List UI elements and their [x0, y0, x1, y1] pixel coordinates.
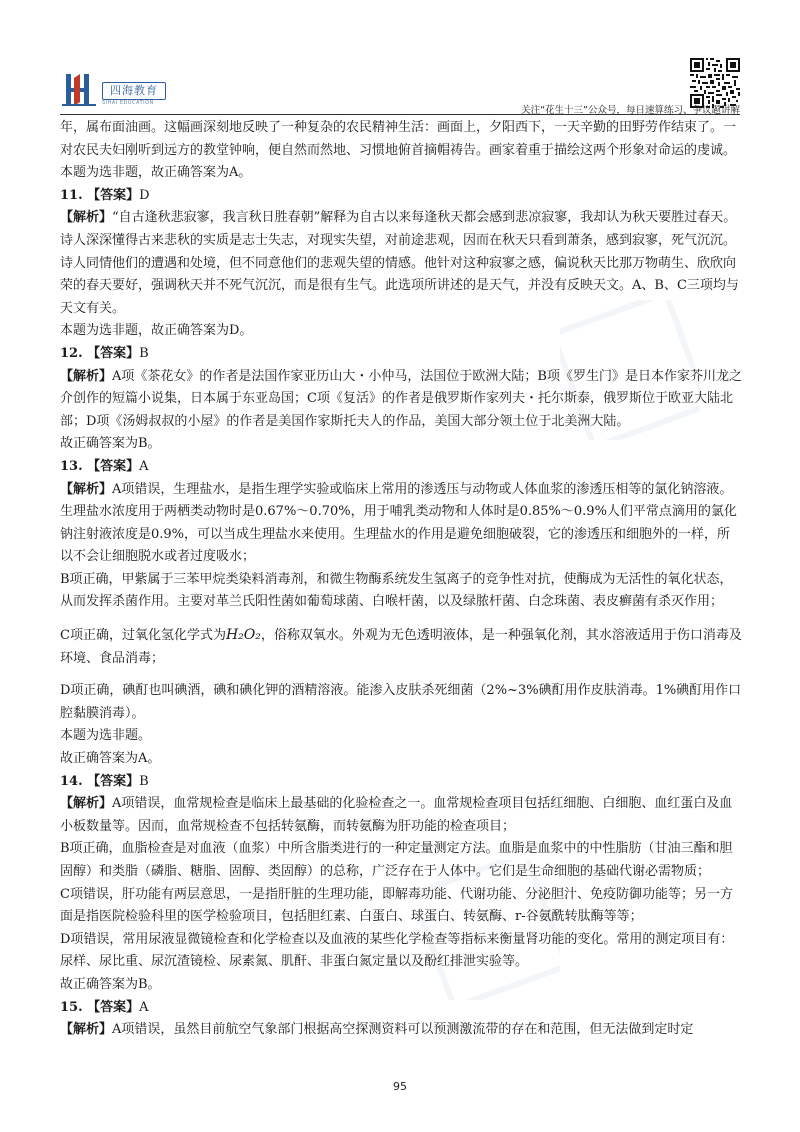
paragraph: D项正确，碘酊也叫碘酒，碘和碘化钾的酒精溶液。能渗入皮肤杀死细菌（2%~3%碘酊用作皮肤消毒。1%碘酊用作口腔黏膜消毒）。 — [60, 683, 742, 721]
analysis-label: 【解析】 — [60, 796, 113, 812]
paragraph: 本题为选非题，故正确答案为A。 — [60, 165, 252, 181]
answer-label: 11. 【答案】 — [60, 187, 140, 203]
qr-code-icon — [690, 58, 740, 108]
page-header — [60, 58, 740, 116]
answer-label: 15. 【答案】 — [60, 999, 140, 1015]
paragraph: 本题为选非题。 — [60, 728, 152, 744]
answer-label: 12. 【答案】 — [60, 345, 140, 361]
answer-line: 15. 【答案】A — [60, 999, 149, 1015]
paragraph: B项正确，血脂检查是对血液（血浆）中所含脂类进行的一种定量测定方法。血脂是血浆中的中性脂肪（甘油三酯和胆固醇）和类脂（磷脂、糖脂、固醇、类固醇）的总称，广泛存在于人体中。它们是生命细胞的基础代谢必需物质； — [60, 841, 733, 879]
answer-line: 11. 【答案】D — [60, 187, 150, 203]
analysis-label: 【解析】 — [60, 481, 113, 497]
chemical-formula: H₂O₂ — [225, 627, 261, 644]
analysis-label: 【解析】 — [60, 210, 113, 226]
paragraph: B项正确，甲紫属于三苯甲烷类染料消毒剂，和微生物酶系统发生氢离子的竞争性对抗，使酶成为无活性的氧化状态，从而发挥杀菌作用。主要对革兰氏阳性菌如葡萄球菌、白喉杆菌，以及绿脓杆菌、白念珠菌、表皮癣菌有杀灭作用； — [60, 571, 733, 610]
analysis-label: 【解析】 — [60, 368, 113, 384]
logo-icon — [62, 72, 100, 108]
analysis-paragraph: 【解析】A项错误，虽然目前航空气象部门根据高空探测资料可以预测激流带的存在和范围，但无法做到定时定 — [60, 1022, 694, 1038]
page-number: 95 — [393, 1080, 407, 1093]
analysis-paragraph: 【解析】“自古逢秋悲寂寥，我言秋日胜春朝”解释为自古以来每逢秋天都会感到悲凉寂寥，我却认为秋天要胜过春天。诗人深深懂得古来悲秋的实质是志士失志，对现实失望，对前途悲观，因而在秋天只看到萧条，感到寂寥，死气沉沉。诗人同情他们的遭遇和处境，但不同意他们的悲观失望的情感。他针对这种寂寥之感，偏说秋天比那万物萌生、欣欣向荣的春天要好，强调秋天并不死气沉沉，而是很有生气。此选项所讲述的是天气，并没有反映天文。A、B、C三项均与天文有关。 — [60, 210, 739, 316]
paragraph: 年，属布面油画。这幅画深刻地反映了一种复杂的农民精神生活：画面上，夕阳西下，一天辛勤的田野劳作结束了。一对农民夫妇刚听到远方的教堂钟响，便自然而然地、习惯地俯首摘帽祷告。画家着重于描绘这两个形象对命运的虔诚。 — [60, 120, 737, 158]
paragraph: 故正确答案为A。 — [60, 751, 161, 767]
analysis-paragraph: 【解析】A项错误，生理盐水，是指生理学实验或临床上常用的渗透压与动物或人体血浆的渗透压相等的氯化钠溶液。生理盐水浓度用于两栖类动物时是0.67%～0.70%，用于哺乳类动物和人体时是0.85%～0.9%人们平常点滴用的氯化钠注射液浓度是0.9%，可以当成生理盐水来使用。生理盐水的作用是避免细胞破裂，它的渗透压和细胞外的一样，所以不会让细胞脱水或者过度吸水； — [60, 481, 737, 565]
logo-text: 四海教育 — [102, 82, 166, 100]
analysis-paragraph: 【解析】A项错误，血常规检查是临床上最基础的化验检查之一。血常规检查项目包括红细胞、白细胞、血红蛋白及血小板数量等。因而，血常规检查不包括转氨酶，而转氨酶为肝功能的检查项目； — [60, 796, 733, 834]
header-slogan: 关注“花生十三”公众号，每日速算练习、争议题讲解 — [521, 105, 740, 116]
document-body — [60, 117, 742, 1042]
answer-line: 14. 【答案】B — [60, 773, 149, 789]
paragraph: 故正确答案为B。 — [60, 436, 161, 452]
header-divider — [60, 114, 740, 115]
paragraph: D项错误，常用尿液显微镜检查和化学检查以及血液的某些化学检查等指标来衡量肾功能的变化。常用的测定项目有：尿样、尿比重、尿沉渣镜检、尿素氮、肌酐、非蛋白氮定量以及酚红排泄实验等。 — [60, 931, 734, 970]
answer-label: 14. 【答案】 — [60, 773, 140, 789]
formula-paragraph: C项正确，过氧化氢化学式为H₂O₂，俗称双氧水。外观为无色透明液体，是一种强氧化剂，其水溶液适用于伤口消毒及环境、食品消毒； — [60, 627, 742, 666]
analysis-label: 【解析】 — [60, 1022, 113, 1038]
logo-subtext: SIHAI EDUCATION — [102, 100, 154, 106]
analysis-paragraph: 【解析】A项《茶花女》的作者是法国作家亚历山大・小仲马，法国位于欧洲大陆；B项《罗生门》是日本作家芥川龙之介创作的短篇小说集，日本属于东亚岛国；C项《复活》的作者是俄罗斯作家列夫・托尔斯泰，俄罗斯位于欧亚大陆北部；D项《汤姆叔叔的小屋》的作者是美国作家斯托夫人的作品，美国大部分领土位于北美洲大陆。 — [60, 368, 742, 429]
paragraph: 故正确答案为B。 — [60, 976, 161, 992]
answer-label: 13. 【答案】 — [60, 458, 140, 474]
paragraph: 本题为选非题，故正确答案为D。 — [60, 323, 253, 339]
answer-line: 13. 【答案】A — [60, 458, 149, 474]
answer-line: 12. 【答案】B — [60, 345, 149, 361]
paragraph: C项错误，肝功能有两层意思，一是指肝脏的生理功能，即解毒功能、代谢功能、分泌胆汁、免疫防御功能等；另一方面是指医院检验科里的医学检验项目，包括胆红素、白蛋白、球蛋白、转氨酶、r-谷氨酰转肽酶等等； — [60, 886, 733, 925]
